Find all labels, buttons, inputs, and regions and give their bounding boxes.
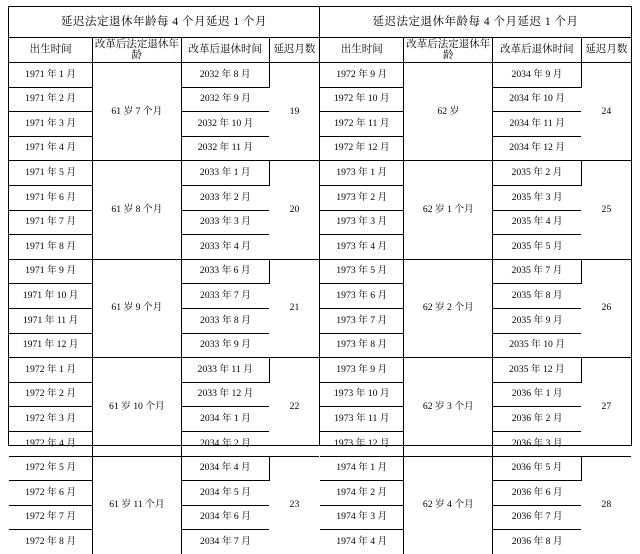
cell-retirement-time: 2036 年 6 月 xyxy=(493,481,582,506)
column-header: 改革后退休时间 xyxy=(181,38,269,63)
cell-retirement-time: 2032 年 9 月 xyxy=(181,87,269,112)
cell-birth-date: 1972 年 7 月 xyxy=(9,505,93,530)
cell-birth-date: 1971 年 4 月 xyxy=(9,136,93,161)
cell-birth-date: 1973 年 7 月 xyxy=(320,308,404,333)
cell-retirement-age: 61 岁 7 个月 xyxy=(93,63,181,161)
cell-birth-date: 1972 年 6 月 xyxy=(9,481,93,506)
cell-retirement-time: 2035 年 12 月 xyxy=(493,358,582,383)
cell-retirement-time: 2032 年 11 月 xyxy=(181,136,269,161)
cell-retirement-time: 2034 年 1 月 xyxy=(181,407,269,432)
cell-birth-date: 1973 年 1 月 xyxy=(320,161,404,186)
cell-delay-months: 21 xyxy=(269,259,319,357)
table-caption-row xyxy=(9,7,319,38)
table-row xyxy=(320,358,631,383)
table-left xyxy=(9,7,320,547)
cell-retirement-time: 2033 年 2 月 xyxy=(181,185,269,210)
cell-retirement-time: 2035 年 8 月 xyxy=(493,284,582,309)
cell-birth-date: 1972 年 1 月 xyxy=(9,358,93,383)
cell-retirement-time: 2034 年 12 月 xyxy=(493,136,582,161)
cell-birth-date: 1972 年 12 月 xyxy=(320,136,404,161)
column-header: 改革后退休时间 xyxy=(493,38,582,63)
table-row xyxy=(9,358,319,383)
cell-retirement-age: 61 岁 10 个月 xyxy=(93,358,181,456)
cell-birth-date: 1971 年 11 月 xyxy=(9,308,93,333)
column-header: 延迟月数 xyxy=(269,38,319,63)
cell-retirement-time: 2033 年 3 月 xyxy=(181,210,269,235)
table-row xyxy=(320,259,631,284)
cell-retirement-age: 62 岁 2 个月 xyxy=(404,259,493,357)
table-row xyxy=(320,63,631,88)
cell-retirement-time: 2033 年 6 月 xyxy=(181,259,269,284)
retirement-schedule-tables xyxy=(8,6,632,547)
cell-birth-date: 1973 年 3 月 xyxy=(320,210,404,235)
cell-birth-date: 1971 年 1 月 xyxy=(9,63,93,88)
column-header: 改革后法定退休年龄 xyxy=(404,38,493,63)
cell-retirement-time: 2036 年 8 月 xyxy=(493,530,582,554)
cell-birth-date: 1972 年 10 月 xyxy=(320,87,404,112)
cell-birth-date: 1971 年 12 月 xyxy=(9,333,93,358)
table-header-row xyxy=(9,38,319,63)
cell-retirement-time: 2035 年 3 月 xyxy=(493,185,582,210)
cell-retirement-time: 2034 年 11 月 xyxy=(493,112,582,137)
table-row xyxy=(9,161,319,186)
cell-retirement-time: 2033 年 4 月 xyxy=(181,235,269,260)
cell-birth-date: 1973 年 11 月 xyxy=(320,407,404,432)
cell-birth-date: 1972 年 8 月 xyxy=(9,530,93,554)
table-right xyxy=(320,7,631,547)
cell-birth-date: 1972 年 9 月 xyxy=(320,63,404,88)
cell-birth-date: 1973 年 12 月 xyxy=(320,431,404,456)
table-row xyxy=(320,161,631,186)
cell-retirement-age: 61 岁 9 个月 xyxy=(93,259,181,357)
cell-retirement-time: 2034 年 10 月 xyxy=(493,87,582,112)
cell-retirement-time: 2036 年 1 月 xyxy=(493,382,582,407)
cell-birth-date: 1973 年 5 月 xyxy=(320,259,404,284)
cell-retirement-time: 2035 年 7 月 xyxy=(493,259,582,284)
table-row xyxy=(9,259,319,284)
cell-retirement-time: 2034 年 9 月 xyxy=(493,63,582,88)
column-header: 出生时间 xyxy=(320,38,404,63)
cell-retirement-time: 2032 年 8 月 xyxy=(181,63,269,88)
cell-retirement-time: 2033 年 11 月 xyxy=(181,358,269,383)
cell-retirement-age: 62 岁 1 个月 xyxy=(404,161,493,259)
column-header: 延迟月数 xyxy=(581,38,631,63)
cell-retirement-time: 2033 年 8 月 xyxy=(181,308,269,333)
column-header: 出生时间 xyxy=(9,38,93,63)
cell-birth-date: 1971 年 8 月 xyxy=(9,235,93,260)
cell-retirement-time: 2034 年 6 月 xyxy=(181,505,269,530)
cell-retirement-time: 2036 年 7 月 xyxy=(493,505,582,530)
cell-delay-months: 28 xyxy=(581,456,631,554)
cell-delay-months: 20 xyxy=(269,161,319,259)
cell-retirement-time: 2034 年 2 月 xyxy=(181,431,269,456)
cell-retirement-age: 62 岁 4 个月 xyxy=(404,456,493,554)
cell-birth-date: 1971 年 9 月 xyxy=(9,259,93,284)
cell-retirement-age: 61 岁 11 个月 xyxy=(93,456,181,554)
cell-retirement-time: 2036 年 2 月 xyxy=(493,407,582,432)
cell-birth-date: 1971 年 7 月 xyxy=(9,210,93,235)
table-caption: 延迟法定退休年龄每 4 个月延迟 1 个月 xyxy=(9,7,319,38)
cell-retirement-time: 2034 年 5 月 xyxy=(181,481,269,506)
cell-delay-months: 24 xyxy=(581,63,631,161)
cell-birth-date: 1972 年 5 月 xyxy=(9,456,93,481)
cell-delay-months: 27 xyxy=(581,358,631,456)
cell-delay-months: 26 xyxy=(581,259,631,357)
cell-birth-date: 1973 年 9 月 xyxy=(320,358,404,383)
cell-retirement-time: 2036 年 5 月 xyxy=(493,456,582,481)
table-row xyxy=(9,63,319,88)
table-row xyxy=(9,456,319,481)
cell-birth-date: 1973 年 10 月 xyxy=(320,382,404,407)
cell-birth-date: 1971 年 2 月 xyxy=(9,87,93,112)
cell-birth-date: 1973 年 8 月 xyxy=(320,333,404,358)
cell-retirement-time: 2033 年 9 月 xyxy=(181,333,269,358)
table-row xyxy=(320,456,631,481)
cell-retirement-age: 61 岁 8 个月 xyxy=(93,161,181,259)
cell-delay-months: 19 xyxy=(269,63,319,161)
cell-birth-date: 1972 年 4 月 xyxy=(9,431,93,456)
cell-birth-date: 1972 年 11 月 xyxy=(320,112,404,137)
cell-delay-months: 25 xyxy=(581,161,631,259)
cell-birth-date: 1974 年 2 月 xyxy=(320,481,404,506)
cell-retirement-time: 2033 年 7 月 xyxy=(181,284,269,309)
retirement-table-right xyxy=(320,7,631,554)
cell-birth-date: 1974 年 4 月 xyxy=(320,530,404,554)
table-header-row xyxy=(320,38,631,63)
table-caption-row xyxy=(320,7,631,38)
cell-retirement-time: 2033 年 12 月 xyxy=(181,382,269,407)
cell-birth-date: 1971 年 5 月 xyxy=(9,161,93,186)
cell-retirement-time: 2035 年 5 月 xyxy=(493,235,582,260)
retirement-table-left xyxy=(9,7,319,554)
cell-retirement-time: 2036 年 3 月 xyxy=(493,431,582,456)
cell-retirement-time: 2035 年 4 月 xyxy=(493,210,582,235)
cell-retirement-time: 2035 年 10 月 xyxy=(493,333,582,358)
cell-retirement-time: 2035 年 2 月 xyxy=(493,161,582,186)
table-left-body xyxy=(9,7,319,554)
cell-birth-date: 1971 年 3 月 xyxy=(9,112,93,137)
cell-birth-date: 1971 年 6 月 xyxy=(9,185,93,210)
cell-birth-date: 1972 年 3 月 xyxy=(9,407,93,432)
cell-retirement-age: 62 岁 3 个月 xyxy=(404,358,493,456)
cell-birth-date: 1974 年 1 月 xyxy=(320,456,404,481)
cell-retirement-time: 2034 年 7 月 xyxy=(181,530,269,554)
cell-birth-date: 1973 年 4 月 xyxy=(320,235,404,260)
cell-birth-date: 1973 年 6 月 xyxy=(320,284,404,309)
cell-birth-date: 1971 年 10 月 xyxy=(9,284,93,309)
cell-delay-months: 22 xyxy=(269,358,319,456)
table-right-body xyxy=(320,7,631,554)
cell-retirement-time: 2035 年 9 月 xyxy=(493,308,582,333)
cell-retirement-time: 2032 年 10 月 xyxy=(181,112,269,137)
cell-birth-date: 1973 年 2 月 xyxy=(320,185,404,210)
cell-delay-months: 23 xyxy=(269,456,319,554)
cell-retirement-time: 2034 年 4 月 xyxy=(181,456,269,481)
cell-retirement-age: 62 岁 xyxy=(404,63,493,161)
cell-birth-date: 1972 年 2 月 xyxy=(9,382,93,407)
cell-birth-date: 1974 年 3 月 xyxy=(320,505,404,530)
cell-retirement-time: 2033 年 1 月 xyxy=(181,161,269,186)
table-caption: 延迟法定退休年龄每 4 个月延迟 1 个月 xyxy=(320,7,631,38)
column-header: 改革后法定退休年龄 xyxy=(93,38,181,63)
